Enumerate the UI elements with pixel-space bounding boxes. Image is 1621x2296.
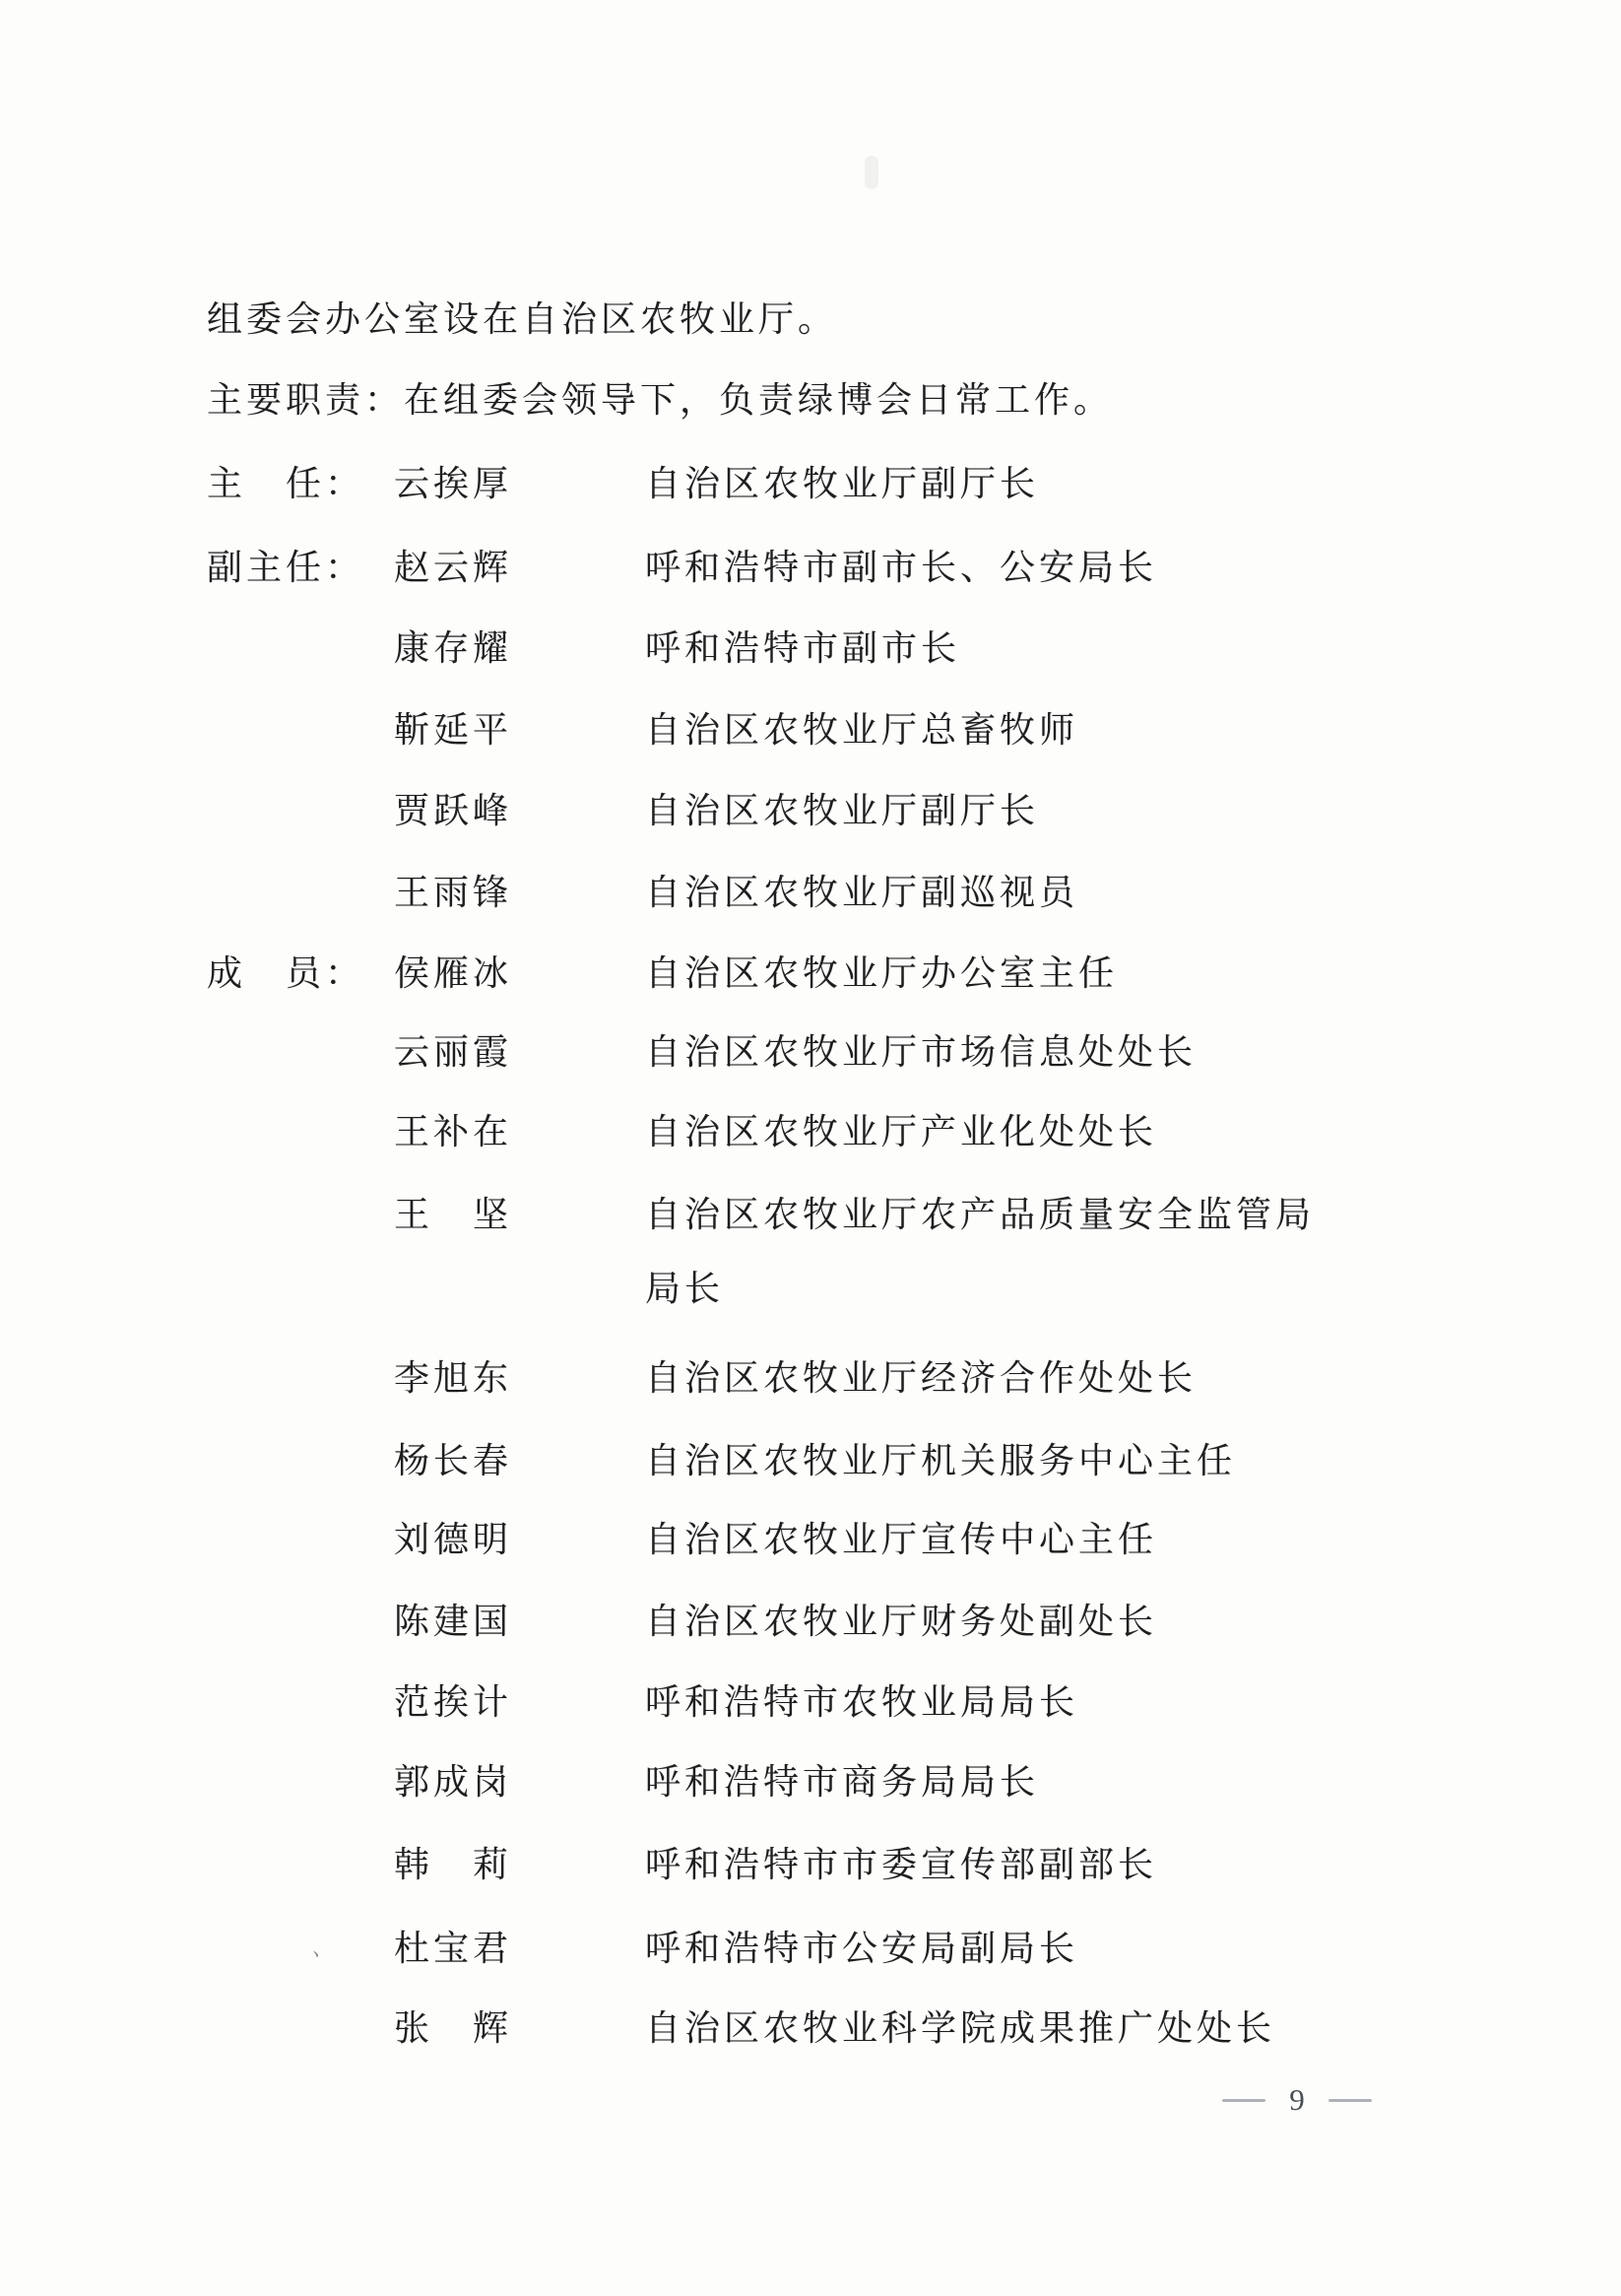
- scan-smudge: [865, 156, 878, 189]
- member-title: 自治区农牧业厅财务处副处长: [645, 1602, 1158, 1641]
- member-title: 自治区农牧业厅副厅长: [645, 464, 1040, 503]
- member-name: 刘德明: [394, 1520, 513, 1559]
- member-title: 自治区农牧业厅副厅长: [645, 791, 1040, 830]
- member-title: 自治区农牧业厅办公室主任: [645, 953, 1119, 993]
- member-name: 云丽霞: [394, 1032, 513, 1072]
- member-name: 侯雁冰: [394, 953, 513, 993]
- footer-dash-right: [1329, 2099, 1372, 2102]
- member-name: 杜宝君: [394, 1929, 513, 1968]
- member-title: 自治区农牧业厅总畜牧师: [645, 710, 1079, 750]
- member-name: 云挨厚: [394, 464, 513, 503]
- member-title: 自治区农牧业厅市场信息处处长: [645, 1032, 1198, 1072]
- member-title: 自治区农牧业厅产业化处处长: [645, 1112, 1158, 1151]
- member-name: 赵云辉: [394, 548, 513, 587]
- member-name: 韩 莉: [394, 1845, 513, 1884]
- member-title: 自治区农牧业厅机关服务中心主任: [645, 1441, 1237, 1480]
- paragraph-text: 组委会办公室设在自治区农牧业厅。: [207, 299, 838, 339]
- paragraph-text: 主要职责：在组委会领导下，负责绿博会日常工作。: [207, 380, 1114, 420]
- member-name: 康存耀: [394, 628, 513, 668]
- member-title: 呼和浩特市市委宣传部副部长: [645, 1845, 1158, 1884]
- member-name: 张 辉: [394, 2008, 513, 2048]
- member-name: 王雨锋: [394, 873, 513, 912]
- member-name: 王补在: [394, 1112, 513, 1151]
- member-title: 自治区农牧业厅宣传中心主任: [645, 1520, 1158, 1559]
- member-title: 呼和浩特市农牧业局局长: [645, 1682, 1079, 1722]
- member-name: 靳延平: [394, 710, 513, 750]
- member-title: 呼和浩特市副市长、公安局长: [645, 548, 1158, 587]
- member-name: 陈建国: [394, 1602, 513, 1641]
- member-title: 自治区农牧业厅经济合作处处长: [645, 1358, 1198, 1398]
- member-name: 范挨计: [394, 1682, 513, 1722]
- member-title: 自治区农牧业厅农产品质量安全监管局: [645, 1195, 1316, 1234]
- member-title: 呼和浩特市副市长: [645, 628, 961, 668]
- role-label: 副主任：: [207, 548, 365, 587]
- member-name: 贾跃峰: [394, 791, 513, 830]
- member-name: 李旭东: [394, 1358, 513, 1398]
- member-name: 郭成岗: [394, 1762, 513, 1802]
- member-title: 呼和浩特市公安局副局长: [645, 1929, 1079, 1968]
- member-title: 自治区农牧业科学院成果推广处处长: [645, 2008, 1276, 2048]
- footer-dash-left: [1222, 2099, 1265, 2102]
- stray-mark: 、: [311, 1935, 337, 1963]
- page-number: 9: [1289, 2082, 1305, 2117]
- member-name: 王 坚: [394, 1195, 513, 1234]
- member-title: 自治区农牧业厅副巡视员: [645, 873, 1079, 912]
- member-title: 呼和浩特市商务局局长: [645, 1762, 1040, 1802]
- member-title-wrap: 局长: [645, 1269, 725, 1308]
- role-label: 成 员：: [207, 953, 365, 993]
- page-footer: [1203, 2080, 1391, 2120]
- member-name: 杨长春: [394, 1441, 513, 1480]
- role-label: 主 任：: [207, 464, 365, 503]
